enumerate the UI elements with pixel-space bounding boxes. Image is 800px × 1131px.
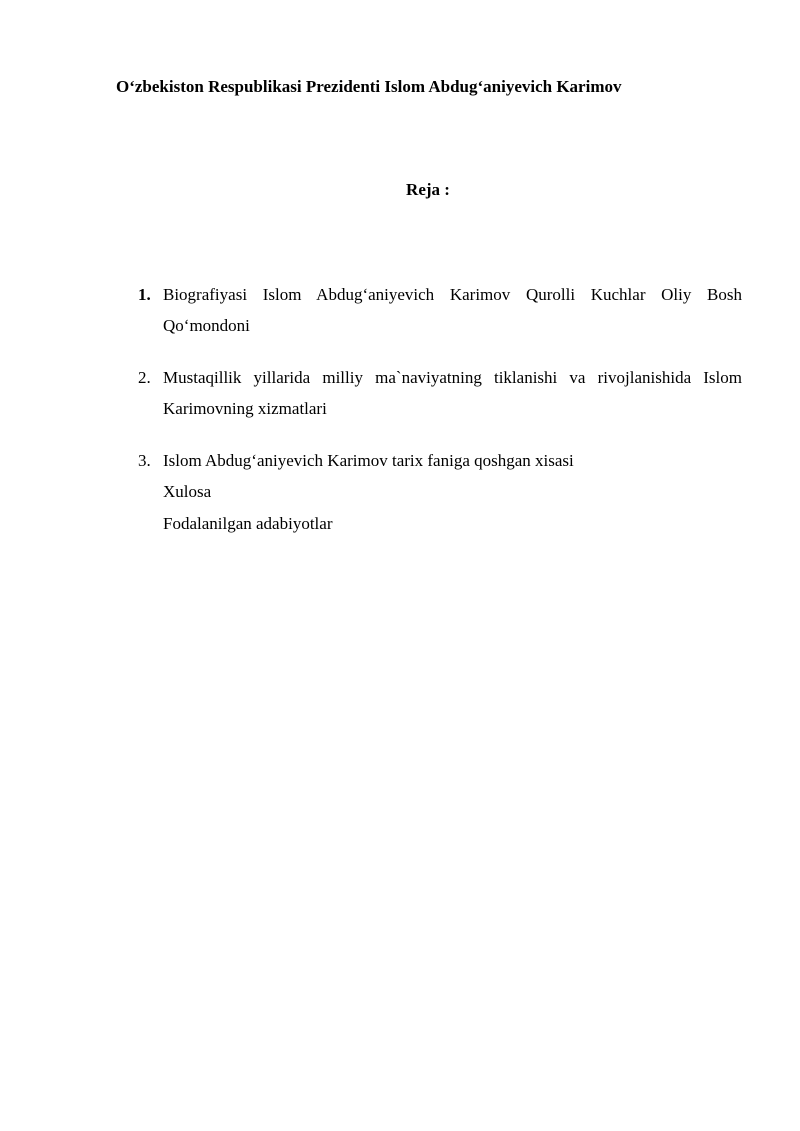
- plan-list: [138, 279, 742, 540]
- conclusion-line: Xulosa: [163, 482, 212, 501]
- plan-item-number: 2.: [138, 368, 151, 387]
- document-title: O‘zbekiston Respublikasi Prezidenti Islom Abdug‘aniyevich Karimov: [116, 77, 622, 96]
- plan-item-text: Islom Abdug‘aniyevich Karimov tarix faniga qoshgan xisasi: [163, 451, 574, 470]
- references-line: Fodalanilgan adabiyotlar: [163, 514, 333, 533]
- plan-item-text: Mustaqillik yillarida milliy ma`naviyatning tiklanishi va rivojlanishida Islom Karimovning xizmatlari: [163, 368, 742, 418]
- plan-item: [138, 362, 742, 424]
- plan-item: [138, 445, 742, 476]
- plan-item-number: 1.: [138, 285, 151, 304]
- plan-item-number: 3.: [138, 451, 151, 470]
- plan-heading: Reja :: [406, 180, 450, 199]
- plan-item-text: Biografiyasi Islom Abdug‘aniyevich Karimov Qurolli Kuchlar Oliy Bosh Qo‘mondoni: [163, 285, 742, 335]
- plan-item: [138, 279, 742, 341]
